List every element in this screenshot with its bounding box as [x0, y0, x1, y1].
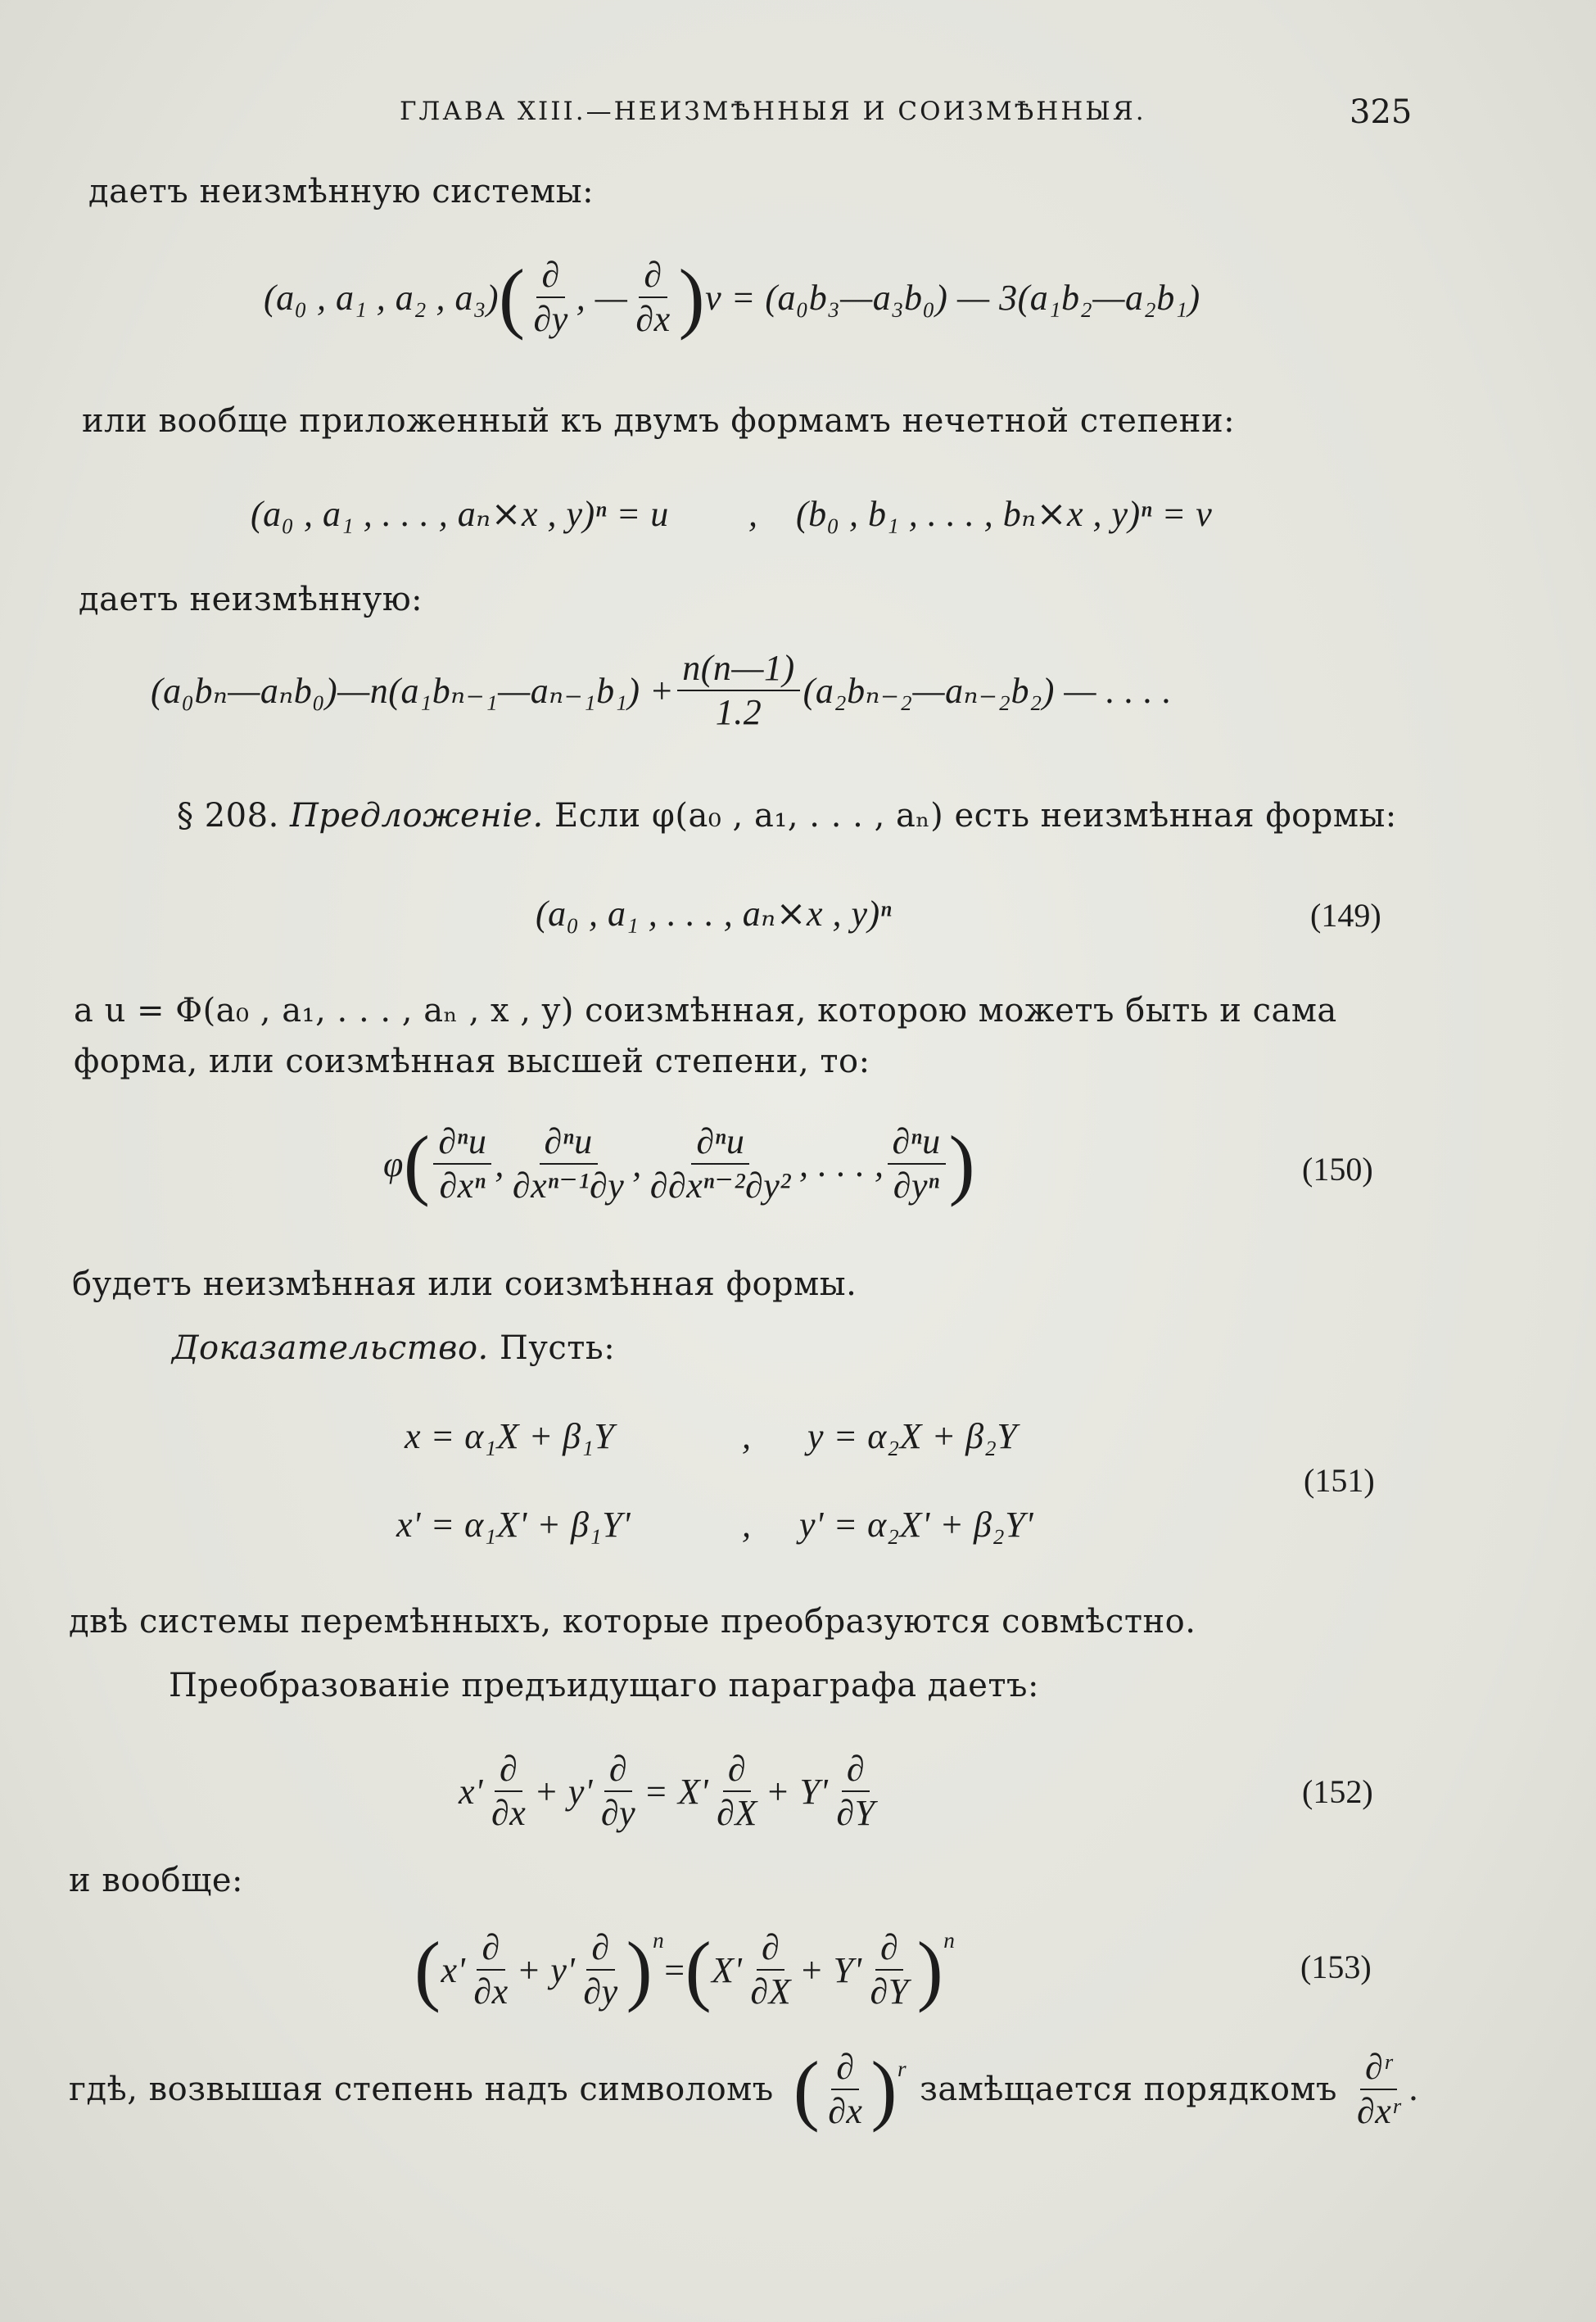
numerator: n(n—1): [677, 649, 799, 691]
section-number: § 208.: [177, 797, 279, 835]
denominator: ∂X: [717, 1793, 757, 1834]
partial-y: [578, 1928, 622, 2012]
equation-number-153: (153): [1300, 1949, 1372, 1985]
r-th-derivative: [1352, 2048, 1405, 2132]
partial-y: [596, 1749, 640, 1834]
denominator: ∂xⁿ: [439, 1166, 486, 1206]
eq1-left: (a₀ , a₁ , a₂ , a₃): [264, 277, 499, 318]
numerator: ∂: [604, 1749, 632, 1792]
equation-151-d: y' = α₂X' + β₂Y': [799, 1505, 1034, 1545]
denominator: ∂x: [828, 2091, 863, 2132]
left-paren: (: [414, 1926, 441, 2014]
numerator: ∂: [536, 256, 564, 298]
numerator: ∂: [875, 1928, 903, 1971]
right-paren: ): [870, 2045, 897, 2134]
left-paren: (: [403, 1120, 431, 1208]
equation-151-c: x' = α₁X' + β₁Y': [396, 1505, 631, 1545]
partial-x: [468, 1928, 513, 2012]
paragraph-5-line-2: форма, или соизмѣнная высшей степени, то:: [74, 1043, 870, 1080]
right-paren: ): [626, 1926, 653, 2014]
left-paren: (: [685, 1926, 712, 2014]
equation-number-152: (152): [1302, 1773, 1373, 1810]
right-paren: ): [678, 253, 706, 342]
equation-153: [414, 1928, 955, 2012]
denominator: ∂Y: [836, 1793, 875, 1834]
paragraph-7: [172, 1327, 615, 1369]
paragraph-6: будетъ неизмѣнная или соизмѣнная формы.: [72, 1265, 857, 1303]
denominator: ∂y: [583, 1971, 618, 2012]
proof-text: Пусть:: [499, 1329, 616, 1367]
binomial-fraction: [677, 649, 799, 733]
equation-number-150: (150): [1302, 1151, 1373, 1188]
denominator: ∂yⁿ: [893, 1166, 940, 1206]
para11-text-b: замѣщается порядкомъ: [920, 2071, 1338, 2109]
numerator: ∂ⁿu: [691, 1122, 749, 1165]
X-prime-label: X': [712, 1949, 743, 1990]
denominator: ∂x: [635, 299, 671, 340]
numerator: ∂: [842, 1749, 870, 1792]
paragraph-5-line-1: а u = Φ(a₀ , a₁, . . . , aₙ , x , y) соизмѣнная, которою можетъ быть и сама: [74, 992, 1337, 1030]
equation-2-sep: ,: [748, 494, 758, 534]
paragraph-4: [177, 794, 1397, 837]
numerator: ∂: [586, 1928, 614, 1971]
right-paren: ): [916, 1926, 944, 2014]
fraction-3: [645, 1122, 796, 1206]
period: .: [1408, 2071, 1419, 2109]
numerator: ∂ⁿu: [888, 1122, 946, 1165]
partial-Y: [831, 1749, 879, 1834]
paragraph-11: [69, 2045, 1419, 2134]
exponent-n: n: [653, 1928, 665, 1953]
left-paren: (: [499, 253, 526, 342]
eq1-minus: , —: [576, 277, 628, 318]
para11-text-a: гдѣ, возвышая степень надъ символомъ: [69, 2071, 774, 2109]
denominator: ∂Y: [870, 1971, 909, 2012]
numerator: ∂ⁿu: [540, 1122, 598, 1165]
partial-X: [745, 1928, 796, 2012]
ellipsis: , . . . ,: [799, 1143, 884, 1184]
fraction-1: [433, 1122, 491, 1206]
paragraph-8: двѣ системы перемѣнныхъ, которые преобразуются совмѣстно.: [69, 1603, 1196, 1641]
numerator: ∂ⁿu: [433, 1122, 491, 1165]
plus-Y-prime: + Y': [798, 1949, 862, 1990]
eq3-part-a: (a₀bₙ—aₙb₀)—n(a₁bₙ₋₁—aₙ₋₁b₁) +: [151, 670, 675, 711]
denominator: ∂X: [750, 1971, 791, 2012]
numerator: ∂: [477, 1928, 504, 1971]
equation-152: [459, 1749, 884, 1834]
denominator: ∂y: [533, 299, 568, 340]
section-text: Если φ(a₀ , a₁, . . . , aₙ) есть неизмѣнная формы:: [554, 797, 1397, 835]
paragraph-2: или вообще приложенный къ двумъ формамъ нечетной степени:: [82, 402, 1236, 440]
equation-151-a: x = α₁X + β₁Y: [405, 1416, 615, 1456]
equation-3: [151, 649, 1172, 733]
equation-number-149: (149): [1310, 897, 1381, 934]
page-number: 325: [1350, 93, 1413, 131]
equation-2-left: (a₀ , a₁ , . . . , aₙ⨯x , y)ⁿ = u: [251, 494, 669, 534]
equation-151-b: y = α₂X + β₂Y: [807, 1416, 1018, 1456]
numerator: ∂: [831, 2048, 859, 2090]
equation-151-sep-2: ,: [742, 1505, 752, 1545]
phi-symbol: φ: [383, 1143, 404, 1184]
denominator: ∂xⁿ⁻¹∂y: [512, 1166, 625, 1206]
equals-X-prime: = X': [644, 1771, 709, 1812]
numerator: ∂: [757, 1928, 784, 1971]
partial-x: [823, 2048, 867, 2132]
right-paren: ): [948, 1120, 976, 1208]
equation-2-right: (b₀ , b₁ , . . . , bₙ⨯x , y)ⁿ = v: [796, 494, 1213, 534]
paragraph-1: даетъ неизмѣнную системы:: [88, 173, 595, 210]
denominator: ∂∂xⁿ⁻²∂y²: [649, 1166, 791, 1206]
equation-149: (a₀ , a₁ , . . . , aₙ⨯x , y)ⁿ: [536, 894, 893, 934]
equation-1: [264, 253, 1200, 342]
equation-151-sep-1: ,: [742, 1416, 752, 1456]
denominator: 1.2: [715, 692, 762, 733]
partial-x-fraction: [631, 256, 675, 340]
equation-150: φ ( $\frac{\text{∂ⁿu}}{\text{∂xⁿ}}$ , $\frac{\text{∂ⁿu}}{\text{∂xⁿ⁻¹∂y}}$ , $\frac{\text{∂ⁿu}}{\text{∂∂xⁿ⁻²∂y²}}$ , . . . , $\frac{\text{∂ⁿu}}{\text{∂yⁿ}}$ ): [383, 1120, 976, 1208]
eq3-part-b: (a₂bₙ₋₂—aₙ₋₂b₂) — . . . .: [803, 670, 1173, 711]
left-paren: (: [793, 2045, 821, 2134]
denominator: ∂x: [491, 1793, 527, 1834]
plus-y-prime: + y': [516, 1949, 576, 1990]
exponent-r: r: [897, 2057, 907, 2081]
plus-y-prime: + y': [534, 1771, 593, 1812]
denominator: ∂xʳ: [1357, 2091, 1400, 2132]
x-prime: x': [459, 1771, 483, 1812]
partial-X: [712, 1749, 762, 1834]
exponent-n: n: [943, 1928, 956, 1953]
eq1-right: v = (a₀b₃—a₃b₀) — 3(a₁b₂—a₂b₁): [705, 277, 1200, 318]
proof-title: Доказательство.: [172, 1329, 489, 1367]
equation-number-151: (151): [1304, 1462, 1375, 1499]
symbol-d-dx-r: [793, 2045, 907, 2134]
partial-x: [486, 1749, 531, 1834]
plus-Y-prime: + Y': [765, 1771, 829, 1812]
partial-y-fraction: [528, 256, 572, 340]
paragraph-9: Преобразованіе предъидущаго параграфа даетъ:: [169, 1667, 1039, 1704]
x-prime: x': [441, 1949, 466, 1990]
numerator: ∂: [639, 256, 667, 298]
denominator: ∂x: [473, 1971, 509, 2012]
partial-Y: [866, 1928, 914, 2012]
paragraph-10: и вообще:: [69, 1862, 243, 1899]
paragraph-3: даетъ неизмѣнную:: [79, 581, 423, 618]
numerator: ∂: [723, 1749, 751, 1792]
numerator: ∂: [495, 1749, 522, 1792]
running-header: ГЛАВА XIII.—НЕИЗМѢННЫЯ И СОИЗМѢННЫЯ.: [400, 97, 1146, 126]
denominator: ∂y: [600, 1793, 636, 1834]
fraction-2: [508, 1122, 629, 1206]
fraction-4: [888, 1122, 946, 1206]
numerator: ∂ʳ: [1360, 2048, 1397, 2090]
section-title: Предложеніе.: [290, 797, 544, 835]
equals-sign: =: [664, 1949, 685, 1990]
